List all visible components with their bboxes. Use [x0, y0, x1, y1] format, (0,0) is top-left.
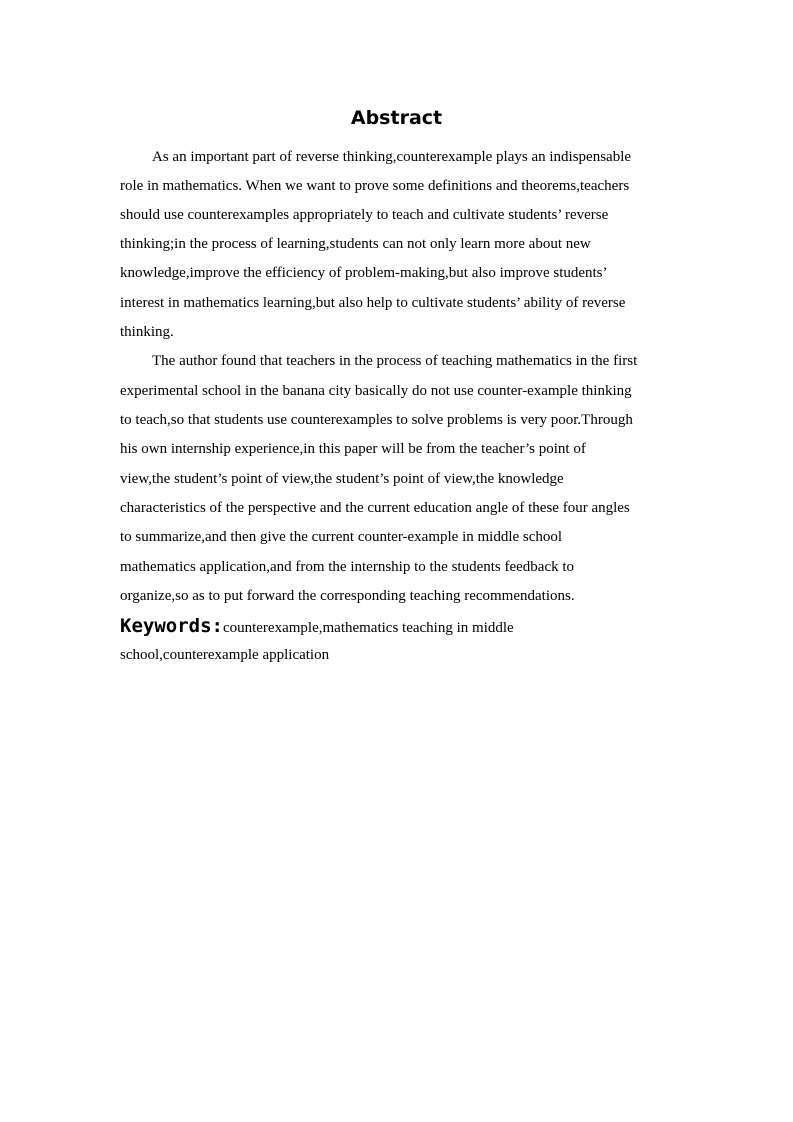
- keywords-label: Keywords:: [120, 615, 223, 637]
- keywords-line: [120, 613, 680, 641]
- text-line: to summarize,and then give the current counter-example in middle school: [120, 529, 563, 545]
- text-line: experimental school in the banana city basically do not use counter-example thinking: [120, 383, 632, 399]
- text-line: thinking;in the process of learning,students can not only learn more about new: [120, 236, 591, 252]
- text-line: The author found that teachers in the process of teaching mathematics in the first: [152, 353, 638, 369]
- text-line: organize,so as to put forward the corresponding teaching recommendations.: [120, 588, 575, 604]
- text-line: knowledge,improve the efficiency of problem-making,but also improve students’: [120, 265, 608, 281]
- text-line: mathematics application,and from the internship to the students feedback to: [120, 559, 575, 575]
- text-line: thinking.: [120, 324, 174, 340]
- keywords-text: counterexample,mathematics teaching in middle: [222, 620, 514, 636]
- text-line: to teach,so that students use counterexamples to solve problems is very poor.Through: [120, 412, 633, 428]
- text-line: should use counterexamples appropriately to teach and cultivate students’ reverse: [120, 207, 609, 223]
- text-line: view,the student’s point of view,the student’s point of view,the knowledge: [120, 471, 564, 487]
- text-line: interest in mathematics learning,but also help to cultivate students’ ability of reverse: [120, 295, 626, 311]
- abstract-title: Abstract: [350, 107, 443, 129]
- text-line: role in mathematics. When we want to prove some definitions and theorems,teachers: [120, 178, 630, 194]
- text-line: characteristics of the perspective and the current education angle of these four angles: [120, 500, 630, 516]
- text-line: his own internship experience,in this paper will be from the teacher’s point of: [120, 441, 586, 457]
- keywords-text-continued: school,counterexample application: [120, 647, 330, 663]
- text-line: As an important part of reverse thinking,counterexample plays an indispensable: [152, 149, 632, 165]
